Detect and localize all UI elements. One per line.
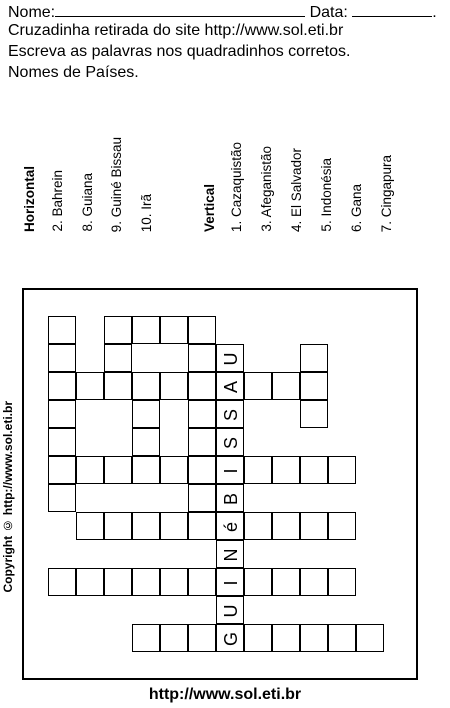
crossword-cell[interactable] — [300, 372, 328, 400]
crossword-cell[interactable] — [76, 512, 104, 540]
crossword-cell[interactable] — [160, 372, 188, 400]
crossword-cell[interactable] — [132, 512, 160, 540]
crossword-cell[interactable] — [328, 624, 356, 652]
crossword-letter: S — [220, 437, 241, 450]
crossword-cell[interactable] — [300, 456, 328, 484]
crossword-cell[interactable] — [188, 428, 216, 456]
crossword-cell[interactable] — [188, 484, 216, 512]
crossword-cell[interactable] — [216, 456, 244, 484]
date-label: Data: — [309, 4, 348, 21]
crossword-cell[interactable] — [132, 372, 160, 400]
name-label: Nome: — [8, 4, 56, 21]
crossword-cell[interactable] — [160, 512, 188, 540]
vertical-clue: 1. Cazaquistão — [229, 141, 244, 232]
crossword-cell[interactable] — [188, 372, 216, 400]
crossword-cell[interactable] — [244, 624, 272, 652]
crossword-cell[interactable] — [48, 372, 76, 400]
crossword-cell[interactable] — [188, 344, 216, 372]
crossword-cell[interactable] — [188, 400, 216, 428]
crossword-cell[interactable] — [328, 512, 356, 540]
footer-url: http://www.sol.eti.br — [148, 686, 302, 703]
crossword-cell[interactable] — [104, 372, 132, 400]
crossword-letter: B — [220, 493, 241, 506]
crossword-letter: I — [220, 468, 241, 474]
header-name-date-line — [8, 2, 437, 22]
crossword-cell[interactable] — [104, 568, 132, 596]
vertical-title: Vertical — [202, 183, 217, 232]
crossword-cell[interactable] — [216, 484, 244, 512]
crossword-cell[interactable] — [300, 400, 328, 428]
vertical-clue: 5. Indonésia — [319, 158, 334, 232]
crossword-cell[interactable] — [76, 456, 104, 484]
vertical-clue: 6. Gana — [349, 183, 364, 232]
crossword-letter: S — [220, 409, 241, 422]
vertical-clue: 7. Cingapura — [379, 154, 394, 232]
date-end: . — [432, 4, 437, 21]
crossword-board — [22, 288, 418, 680]
crossword-letter: A — [220, 381, 241, 394]
date-blank[interactable] — [352, 2, 432, 17]
crossword-cell[interactable] — [132, 456, 160, 484]
crossword-cell[interactable] — [48, 428, 76, 456]
crossword-cell[interactable] — [300, 568, 328, 596]
crossword-cell[interactable] — [104, 512, 132, 540]
crossword-cell[interactable] — [188, 456, 216, 484]
crossword-cell[interactable] — [48, 568, 76, 596]
crossword-letter: é — [220, 522, 241, 533]
crossword-letter: G — [220, 632, 241, 647]
crossword-cell[interactable] — [160, 456, 188, 484]
source-line: Cruzadinha retirada do site http://www.sol.eti.br — [8, 22, 344, 39]
crossword-cell[interactable] — [104, 456, 132, 484]
horizontal-clue: 8. Guiana — [80, 173, 95, 232]
crossword-cell[interactable] — [356, 624, 384, 652]
horizontal-clue: 10. Irã — [139, 193, 154, 232]
crossword-cell[interactable] — [216, 372, 244, 400]
crossword-cell[interactable] — [272, 456, 300, 484]
horizontal-title: Horizontal — [22, 166, 37, 232]
crossword-letter: N — [220, 548, 241, 562]
copyright-text: Copyright © http://www.sol.eti.br — [1, 401, 15, 593]
crossword-letter: U — [220, 604, 241, 618]
crossword-cell[interactable] — [160, 624, 188, 652]
crossword-cell[interactable] — [188, 624, 216, 652]
crossword-cell[interactable] — [244, 568, 272, 596]
crossword-letter: I — [220, 580, 241, 586]
crossword-cell[interactable] — [272, 624, 300, 652]
crossword-cell[interactable] — [160, 316, 188, 344]
crossword-cell[interactable] — [328, 568, 356, 596]
crossword-cell[interactable] — [216, 540, 244, 568]
crossword-cell[interactable] — [216, 568, 244, 596]
crossword-cell[interactable] — [216, 344, 244, 372]
crossword-cell[interactable] — [132, 624, 160, 652]
crossword-cell[interactable] — [216, 512, 244, 540]
crossword-cell[interactable] — [300, 512, 328, 540]
crossword-cell[interactable] — [188, 568, 216, 596]
crossword-cell[interactable] — [132, 428, 160, 456]
crossword-cell[interactable] — [244, 372, 272, 400]
crossword-cell[interactable] — [272, 568, 300, 596]
crossword-cell[interactable] — [76, 372, 104, 400]
crossword-cell[interactable] — [160, 568, 188, 596]
crossword-cell[interactable] — [104, 344, 132, 372]
crossword-cell[interactable] — [132, 400, 160, 428]
crossword-cell[interactable] — [244, 512, 272, 540]
horizontal-clue: 2. Bahrein — [50, 170, 65, 232]
crossword-cell[interactable] — [48, 484, 76, 512]
vertical-clue: 3. Afeganistão — [259, 146, 274, 232]
crossword-cell[interactable] — [48, 400, 76, 428]
crossword-cell[interactable] — [104, 316, 132, 344]
crossword-cell[interactable] — [272, 372, 300, 400]
crossword-cell[interactable] — [300, 624, 328, 652]
crossword-cell[interactable] — [132, 316, 160, 344]
crossword-cell[interactable] — [216, 596, 244, 624]
crossword-cell[interactable] — [48, 344, 76, 372]
crossword-cell[interactable] — [76, 568, 104, 596]
crossword-cell[interactable] — [216, 624, 244, 652]
crossword-cell[interactable] — [244, 456, 272, 484]
crossword-cell[interactable] — [48, 316, 76, 344]
crossword-cell[interactable] — [48, 456, 76, 484]
theme-line: Nomes de Países. — [8, 64, 139, 81]
vertical-clue: 4. El Salvador — [289, 147, 304, 232]
crossword-cell[interactable] — [132, 568, 160, 596]
crossword-cell[interactable] — [328, 456, 356, 484]
crossword-cell[interactable] — [188, 512, 216, 540]
horizontal-clue: 9. Guiné Bissau — [109, 136, 124, 232]
crossword-cell[interactable] — [216, 428, 244, 456]
instruction-line: Escreva as palavras nos quadradinhos corretos. — [8, 43, 351, 60]
crossword-letter: U — [220, 352, 241, 366]
crossword-cell[interactable] — [300, 344, 328, 372]
crossword-cell[interactable] — [188, 316, 216, 344]
name-blank[interactable] — [55, 2, 305, 17]
crossword-cell[interactable] — [272, 512, 300, 540]
crossword-cell[interactable] — [216, 400, 244, 428]
